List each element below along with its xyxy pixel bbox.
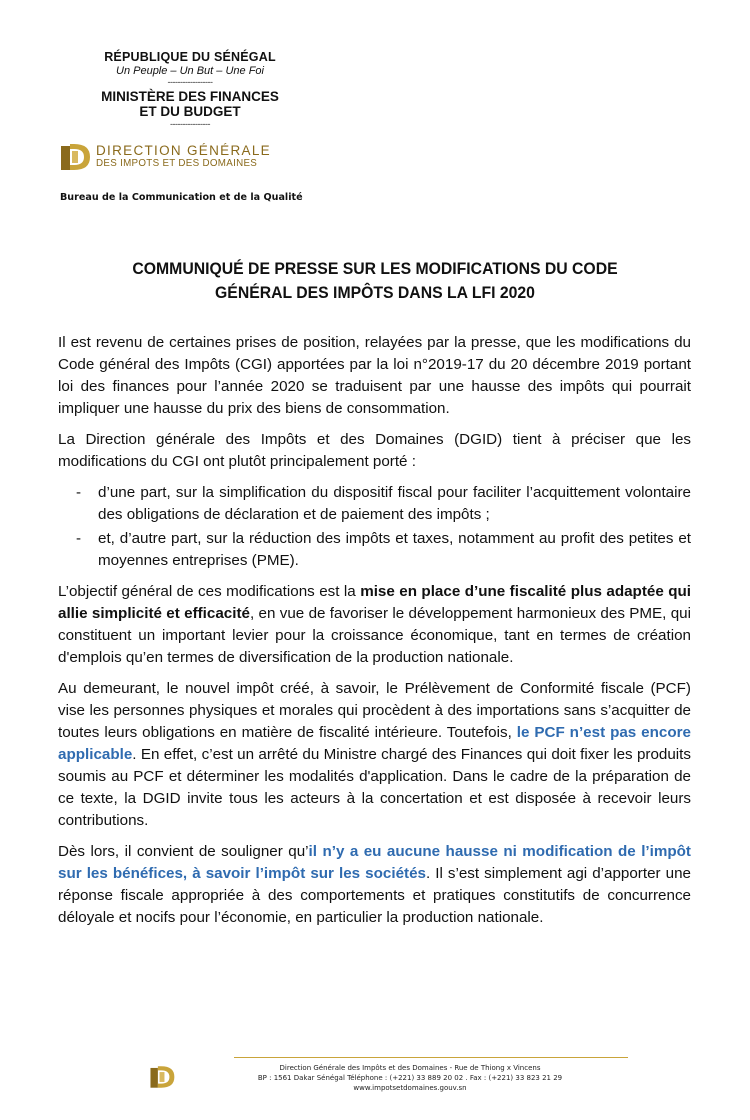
paragraph-2: La Direction générale des Impôts et des Domaines (DGID) tient à préciser que les modifications du CGI ont plutôt principalement porté : <box>58 431 691 470</box>
paragraph-3 <box>58 581 691 669</box>
header-block <box>50 50 330 129</box>
bullet-marker: - <box>76 484 82 501</box>
paragraph-text: L’objectif général de ces modifications est la <box>58 583 361 600</box>
footer-address: Direction Générale des Impôts et des Domaines - Rue de Thiong x Vincens <box>279 1064 541 1072</box>
paragraph-1: Il est revenu de certaines prises de position, relayées par la presse, que les modifications du Code général des Impôts (CGI) apportées par la loi n°2019-17 du 20 décembre 2019 portant loi des finances pour l’année 2020 se traduisent par une hausse des impôts qui pourrait impliquer une hausse du prix des biens de consommation. <box>58 334 691 417</box>
paragraph-text: Dès lors, il convient de souligner qu’ <box>58 843 309 860</box>
paragraph-text: , en vue de favoriser le développement harmonieux des PME, qui constituent un important levier pour la croissance économique, tant en termes de création d'emplois qu’en termes de diversification de la production nationale. <box>58 605 691 666</box>
highlight-text: le PCF n’est pas encore applicable <box>58 724 691 763</box>
dg-title: DIRECTION GÉNÉRALE <box>96 143 271 158</box>
paragraph-4 <box>58 678 691 832</box>
page-title <box>79 257 671 305</box>
dg-subtitle: DES IMPOTS ET DES DOMAINES <box>96 158 258 169</box>
document-body <box>58 332 691 938</box>
footer-phone: BP : 1561 Dakar Sénégal Téléphone : (+221) 33 889 20 02 . Fax : (+221) 33 823 21 29 <box>257 1074 563 1082</box>
republic-label: RÉPUBLIQUE DU SÉNÉGAL <box>104 50 276 64</box>
separator: ---------------- <box>170 119 210 129</box>
bullet-marker: - <box>76 530 82 547</box>
bullet-list <box>58 482 691 572</box>
dgid-emblem-icon <box>148 1062 176 1092</box>
ministry-line-2: ET DU BUDGET <box>139 104 241 119</box>
paragraph-text: Au demeurant, le nouvel impôt créé, à savoir, le Prélèvement de Conformité fiscale (PCF) vise les personnes physiques et morales qui procèdent à des importations sans s’acquitter de toutes leurs obligations en matière de fiscalité intérieure. Toutefois, <box>58 680 691 741</box>
paragraph-text: . Il s’est simplement agi d’apporter une réponse fiscale appropriée à des comportements et pratiques constitutifs de concurrence déloyale et nocifs pour l’économie, en particulier la production nationale. <box>58 865 691 926</box>
emphasis-text: mise en place d’une fiscalité plus adaptée qui allie simplicité et efficacité <box>58 583 691 622</box>
bureau-label: Bureau de la Communication et de la Qualité <box>60 192 303 203</box>
list-item <box>58 528 691 572</box>
dgid-emblem-icon <box>58 142 92 172</box>
dgid-logo <box>58 142 271 172</box>
paragraph-text: . En effet, c’est un arrêté du Ministre chargé des Finances qui doit fixer les produits soumis au PCF et déterminer les modalités d'application. Dans le cadre de la préparation de ce texte, la DGID invite tous les acteurs à la concertation et est disposée à recevoir leurs contributions. <box>58 746 691 829</box>
highlight-text: il n’y a eu aucune hausse ni modification de l’impôt sur les bénéfices, à savoir l’impôt sur les sociétés <box>58 843 691 882</box>
footer-website: www.impotsetdomaines.gouv.sn <box>353 1084 467 1092</box>
ministry-line-1: MINISTÈRE DES FINANCES <box>101 89 279 104</box>
national-motto: Un Peuple – Un But – Une Foi <box>116 65 264 77</box>
list-item-text: d’une part, sur la simplification du dispositif fiscal pour faciliter l’acquittement volontaire des obligations de déclaration et de paiement des impôts ; <box>98 484 691 523</box>
title-line-2: GÉNÉRAL DES IMPÔTS DANS LA LFI 2020 <box>215 283 535 302</box>
list-item-text: et, d’autre part, sur la réduction des impôts et taxes, notamment au profit des petites et moyennes entreprises (PME). <box>98 530 691 569</box>
title-line-1: COMMUNIQUÉ DE PRESSE SUR LES MODIFICATIONS DU CODE <box>132 259 618 278</box>
paragraph-5 <box>58 841 691 929</box>
footer-logo <box>148 1062 176 1097</box>
list-item <box>58 482 691 526</box>
separator: ------------------ <box>167 77 213 87</box>
footer-contact <box>190 1063 630 1093</box>
footer-divider <box>234 1057 628 1058</box>
